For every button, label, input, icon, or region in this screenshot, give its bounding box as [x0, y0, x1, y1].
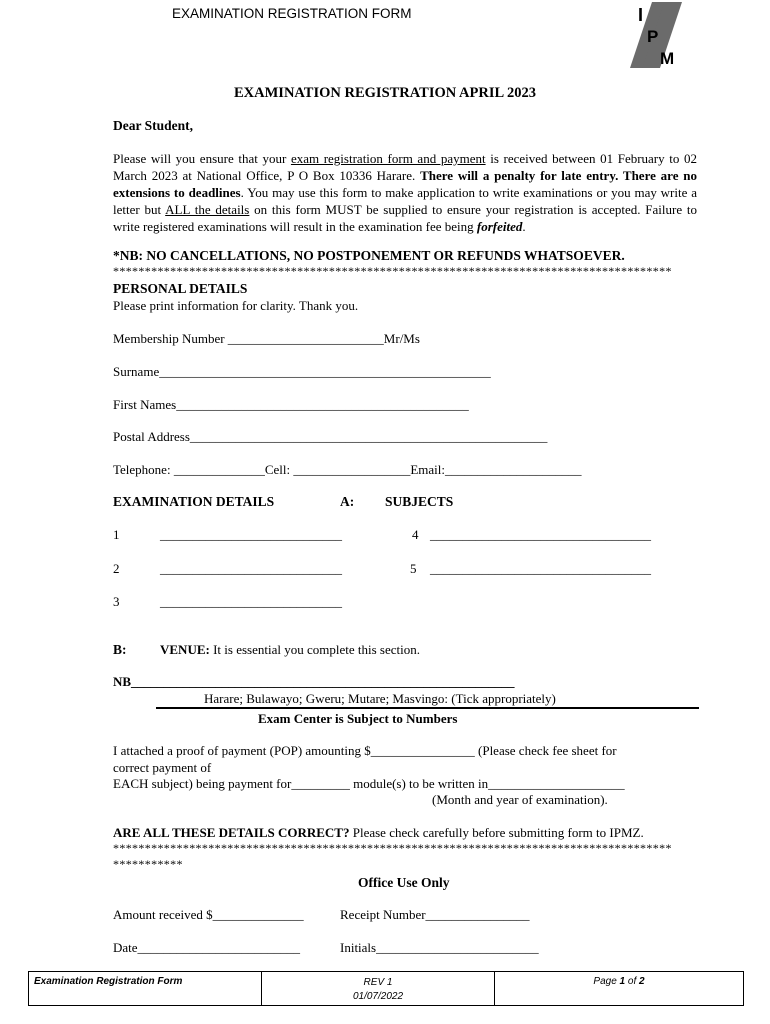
examination-details-heading: EXAMINATION DETAILS: [113, 494, 275, 509]
intro-forfeited: forfeited: [476, 219, 523, 234]
office-use-heading: Office Use Only: [358, 875, 450, 890]
logo-letter-m: M: [660, 49, 675, 68]
intro-text-2: is received between 01 February to 02 March 2023 at National Office, P O Box 10336 Harare.: [113, 151, 697, 183]
exam-center-note: Exam Center is Subject to Numbers: [258, 711, 458, 726]
venue-note: It is essential you complete this section.: [209, 642, 420, 657]
payment-text: correct payment of: [113, 760, 212, 775]
intro-text-4: on this form MUST be supplied to ensure your registration is accepted. Failure to write registered examinations will result in the examination fee being: [113, 202, 697, 234]
page-of: of: [625, 976, 640, 987]
payment-amount-field[interactable]: I attached a proof of payment (POP) amounting $________________ (Please check fee sheet for: [113, 743, 617, 758]
star-divider: ****************************************************************************************: [113, 264, 672, 278]
star-divider: ****************************************************************************************: [113, 841, 672, 855]
page-prefix: Page: [593, 976, 620, 987]
footer-revision: [262, 972, 495, 1005]
venue-divider: [156, 707, 699, 709]
ipm-logo: [624, 2, 688, 68]
star-divider-short: ***********: [113, 857, 183, 871]
form-header-title: EXAMINATION REGISTRATION FORM: [172, 6, 412, 21]
logo-letter-p: P: [647, 27, 659, 46]
no-cancellation-notice: *NB: NO CANCELLATIONS, NO POSTPONEMENT OR REFUNDS WHATSOEVER.: [113, 248, 625, 263]
subject-number: 5: [410, 561, 417, 576]
subject-field[interactable]: ____________________________: [160, 594, 342, 609]
date-field[interactable]: Date_________________________: [113, 940, 301, 955]
page-title: EXAMINATION REGISTRATION APRIL 2023: [234, 85, 536, 101]
confirm-details-line: [113, 825, 644, 841]
venue-label: VENUE:: [160, 642, 210, 657]
intro-underline-1: exam registration form and payment: [290, 151, 486, 166]
venue-field[interactable]: NB___________________________________________________________: [113, 674, 515, 689]
payment-month-hint: (Month and year of examination).: [432, 792, 608, 807]
personal-details-heading: PERSONAL DETAILS: [113, 281, 248, 296]
subject-number: 1: [113, 527, 120, 542]
subject-field[interactable]: ____________________________: [160, 527, 342, 542]
subject-number: 2: [113, 561, 120, 576]
confirm-question: ARE ALL THESE DETAILS CORRECT?: [113, 825, 350, 840]
intro-text-1: Please will you ensure that your: [113, 151, 291, 166]
intro-penalty-note: There will a penalty for late entry. There are no extensions to deadlines: [113, 168, 697, 200]
payment-modules-field[interactable]: EACH subject) being payment for_________ module(s) to be written in_____________________: [113, 776, 625, 791]
initials-field[interactable]: Initials_________________________: [340, 940, 539, 955]
section-b-label: B:: [113, 642, 127, 657]
section-a-label: A:: [340, 494, 355, 509]
page-total: 2: [639, 976, 645, 987]
venue-options: Harare; Bulawayo; Gweru; Mutare; Masvingo: (Tick appropriately): [204, 691, 556, 706]
subject-field[interactable]: __________________________________: [430, 561, 651, 576]
footer-form-name: Examination Registration Form: [29, 972, 262, 1005]
subject-number: 3: [113, 594, 120, 609]
surname-field[interactable]: Surname___________________________________________________: [113, 364, 491, 379]
subjects-heading: SUBJECTS: [385, 494, 454, 509]
subject-number: 4: [412, 527, 419, 542]
footer-rev: REV 1: [363, 977, 393, 988]
amount-received-field[interactable]: Amount received $______________: [113, 907, 304, 922]
page-current: 1: [619, 976, 626, 987]
membership-number-field[interactable]: Membership Number ________________________Mr/Ms: [113, 331, 420, 346]
telephone-cell-email-field[interactable]: Telephone: ______________Cell: __________________Email:_____________________: [113, 462, 582, 477]
footer-rev-date: 01/07/2022: [352, 991, 404, 1002]
subject-field[interactable]: __________________________________: [430, 527, 651, 542]
postal-address-field[interactable]: Postal Address_______________________________________________________: [113, 429, 548, 444]
logo-letter-i: I: [638, 5, 644, 25]
footer-page-number: [495, 972, 743, 1005]
confirm-instruction: Please check carefully before submitting form to IPMZ.: [349, 825, 644, 840]
subject-field[interactable]: ____________________________: [160, 561, 342, 576]
page-footer: [28, 971, 744, 1006]
intro-text-5: .: [522, 219, 526, 234]
intro-underline-2: ALL the details: [165, 202, 250, 217]
receipt-number-field[interactable]: Receipt Number________________: [340, 907, 530, 922]
intro-paragraph: [113, 150, 697, 235]
intro-text-3: . You may use this form to make application to write examinations or you may write a letter but: [113, 185, 697, 217]
venue-instruction: [160, 642, 420, 658]
first-names-field[interactable]: First Names_____________________________________________: [113, 397, 469, 412]
personal-details-instruction: Please print information for clarity. Thank you.: [113, 298, 359, 313]
salutation: Dear Student,: [113, 118, 194, 133]
